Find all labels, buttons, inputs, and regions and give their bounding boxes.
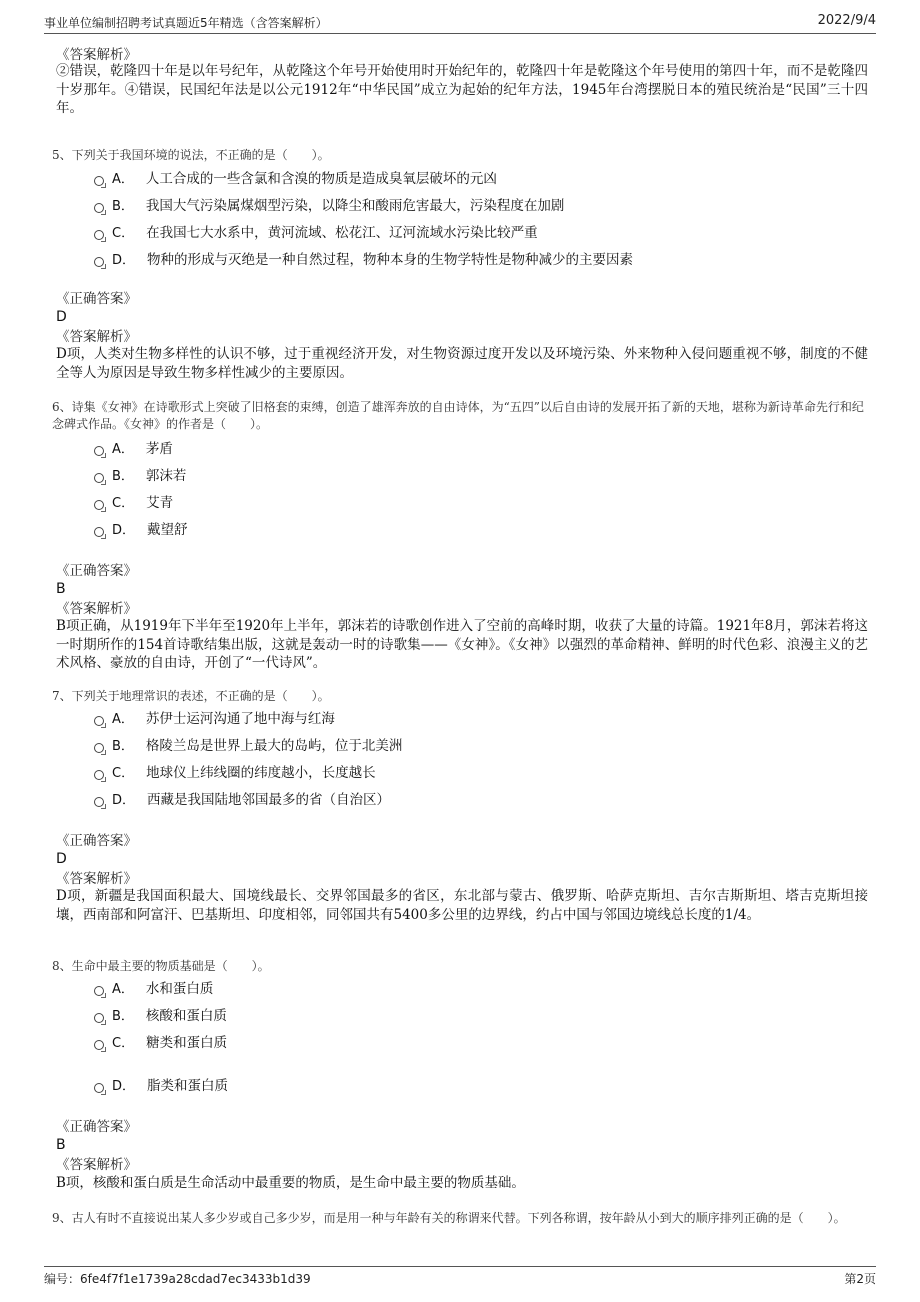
option-b[interactable]: B． 我国大气污染属煤烟型污染，以降尘和酸雨危害最大，污染程度在加剧 xyxy=(94,196,564,216)
document-title: 事业单位编制招聘考试真题近5年精选（含答案解析） xyxy=(44,16,328,30)
radio-icon[interactable] xyxy=(94,473,104,483)
option-b[interactable]: B． 郭沫若 xyxy=(94,466,186,486)
answer-value: B xyxy=(56,1137,66,1153)
radio-icon[interactable] xyxy=(94,797,104,807)
option-b[interactable]: B． 格陵兰岛是世界上最大的岛屿，位于北美洲 xyxy=(94,736,402,756)
option-c[interactable]: C． 在我国七大水系中，黄河流域、松花江、辽河流域水污染比较严重 xyxy=(94,223,538,243)
answer-value: B xyxy=(56,581,66,597)
radio-icon[interactable] xyxy=(94,716,104,726)
radio-icon[interactable] xyxy=(94,770,104,780)
question-stem: 6、诗集《女神》在诗歌形式上突破了旧格套的束缚，创造了雄浑奔放的自由诗体，为“五四”以后自由诗的发展开拓了新的天地，堪称为新诗革命先行和纪念碑式作品。《女神》的作者是（ ）。 xyxy=(52,400,864,431)
page-header xyxy=(44,12,876,32)
option-a[interactable]: A． 苏伊士运河沟通了地中海与红海 xyxy=(94,709,335,729)
explanation-text: D项，新疆是我国面积最大、国境线最长、交界邻国最多的省区，东北部与蒙古、俄罗斯、哈萨克斯坦、吉尔吉斯斯坦、塔吉克斯坦接壤，西南部和阿富汗、巴基斯坦、印度相邻，同邻国共有5400多公里的边界线，约占中国与邻国边境线总长度的1/4。 xyxy=(56,888,868,923)
radio-icon[interactable] xyxy=(94,176,104,186)
explanation-label: 《答案解析》 xyxy=(56,329,137,345)
document-date: 2022/9/4 xyxy=(817,13,876,28)
question-stem: 8、生命中最主要的物质基础是（ ）。 xyxy=(52,959,270,973)
radio-icon[interactable] xyxy=(94,1013,104,1023)
answer-label: 《正确答案》 xyxy=(56,1119,137,1135)
page-footer xyxy=(44,1270,876,1290)
radio-icon[interactable] xyxy=(94,1083,104,1093)
explanation-text: B项正确，从1919年下半年至1920年上半年，郭沫若的诗歌创作进入了空前的高峰时期，收获了大量的诗篇。1921年8月，郭沫若将这一时期所作的154首诗歌结集出版，这就是轰动一时的诗歌集——《女神》。《女神》以强烈的革命精神、鲜明的时代色彩、浪漫主义的艺术风格、豪放的自由诗，开创了“一代诗风”。 xyxy=(56,618,868,671)
answer-label: 《正确答案》 xyxy=(56,291,137,307)
explanation-text: B项，核酸和蛋白质是生命活动中最重要的物质，是生命中最主要的物质基础。 xyxy=(56,1175,525,1191)
option-a[interactable]: A． 人工合成的一些含氯和含溴的物质是造成臭氧层破坏的元凶 xyxy=(94,169,497,189)
radio-icon[interactable] xyxy=(94,230,104,240)
question-stem: 7、下列关于地理常识的表述，不正确的是（ ）。 xyxy=(52,689,330,703)
option-c[interactable]: C． 地球仪上纬线圈的纬度越小，长度越长 xyxy=(94,763,376,783)
radio-icon[interactable] xyxy=(94,986,104,996)
answer-value: D xyxy=(56,309,67,325)
option-d[interactable]: D． 脂类和蛋白质 xyxy=(94,1076,228,1096)
question-stem: 5、下列关于我国环境的说法，不正确的是（ ）。 xyxy=(52,148,330,162)
question-stem: 9、古人有时不直接说出某人多少岁或自己多少岁，而是用一种与年龄有关的称谓来代替。下列各称谓，按年龄从小到大的顺序排列正确的是（ ）。 xyxy=(52,1211,846,1225)
explanation-text: ②错误，乾隆四十年是以年号纪年，从乾隆这个年号开始使用时开始纪年的，乾隆四十年是乾隆这个年号使用的第四十年，而不是乾隆四十岁那年。④错误，民国纪年法是以公元1912年“中华民国”成立为起始的纪年方法，1945年台湾摆脱日本的殖民统治是“民国”三十四年。 xyxy=(56,63,868,116)
radio-icon[interactable] xyxy=(94,203,104,213)
header-divider xyxy=(44,33,876,34)
radio-icon[interactable] xyxy=(94,257,104,267)
radio-icon[interactable] xyxy=(94,743,104,753)
option-c[interactable]: C． 糖类和蛋白质 xyxy=(94,1033,227,1053)
explanation-label: 《答案解析》 xyxy=(56,47,137,63)
explanation-label: 《答案解析》 xyxy=(56,871,137,887)
answer-value: D xyxy=(56,851,67,867)
explanation-label: 《答案解析》 xyxy=(56,601,137,617)
option-d[interactable]: D． 西藏是我国陆地邻国最多的省（自治区） xyxy=(94,790,390,810)
answer-label: 《正确答案》 xyxy=(56,563,137,579)
answer-label: 《正确答案》 xyxy=(56,833,137,849)
option-a[interactable]: A． 茅盾 xyxy=(94,439,173,459)
page-number: 第2页 xyxy=(844,1272,876,1286)
option-c[interactable]: C． 艾青 xyxy=(94,493,173,513)
footer-divider xyxy=(44,1266,876,1267)
radio-icon[interactable] xyxy=(94,446,104,456)
option-d[interactable]: D． 戴望舒 xyxy=(94,520,188,540)
option-d[interactable]: D． 物种的形成与灭绝是一种自然过程，物种本身的生物学特性是物种减少的主要因素 xyxy=(94,250,633,270)
document-code: 编号：6fe4f7f1e1739a28cdad7ec3433b1d39 xyxy=(44,1272,311,1286)
explanation-text: D项，人类对生物多样性的认识不够，过于重视经济开发，对生物资源过度开发以及环境污染、外来物种入侵问题重视不够，制度的不健全等人为原因是导致生物多样性减少的主要原因。 xyxy=(56,346,868,381)
radio-icon[interactable] xyxy=(94,1040,104,1050)
radio-icon[interactable] xyxy=(94,500,104,510)
radio-icon[interactable] xyxy=(94,527,104,537)
option-b[interactable]: B． 核酸和蛋白质 xyxy=(94,1006,227,1026)
option-a[interactable]: A． 水和蛋白质 xyxy=(94,979,213,999)
explanation-label: 《答案解析》 xyxy=(56,1157,137,1173)
